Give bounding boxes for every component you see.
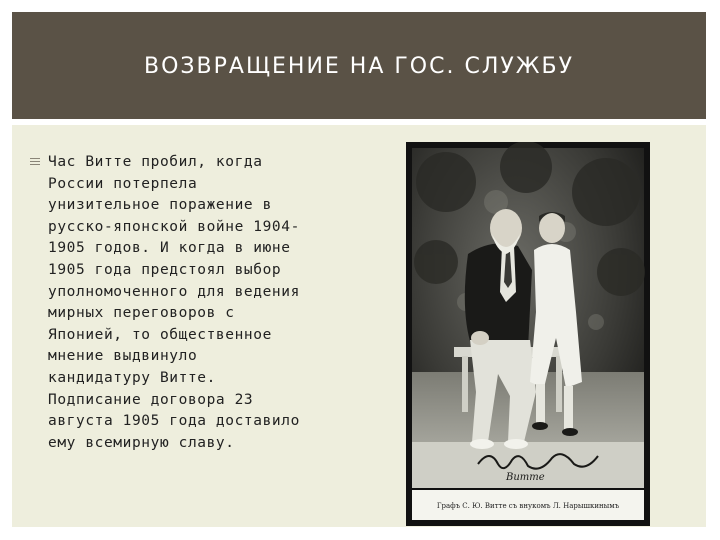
slide-title: ВОЗВРАЩЕНИЕ НА ГОС. СЛУЖБУ [144,54,574,79]
text-line: мнение выдвинуло [48,348,198,365]
text-line: уполномоченного для ведения [48,283,300,300]
bullet-item [30,152,350,454]
text-line: Подписание договора 23 [48,391,254,408]
historical-photo [406,142,650,526]
bullet-text [48,152,350,454]
text-line: Японией, то общественное [48,326,272,343]
signature-text: Витте [506,472,545,483]
text-line: августа 1905 года доставило [48,413,300,430]
text-line: 1905 года предстоял выбор [48,261,282,278]
photo-caption: Графъ С. Ю. Витте съ внукомъ Л. Нарышкинымъ [436,502,620,510]
text-line: русско-японской войне 1904- [48,218,300,235]
text-line: России потерпела [48,175,198,192]
title-banner [12,12,706,119]
text-line: Час Витте пробил, когда [48,154,263,170]
text-line: ему всемирную славу. [48,434,235,451]
text-line: 1905 годов. И когда в июне [48,240,291,257]
text-line: мирных переговоров с [48,305,235,322]
bullet-lines-icon [30,158,40,165]
content-area [12,125,706,527]
text-line: кандидатуру Витте. [48,369,216,386]
photo-illustration [406,142,650,526]
text-line: унизительное поражение в [48,197,272,214]
